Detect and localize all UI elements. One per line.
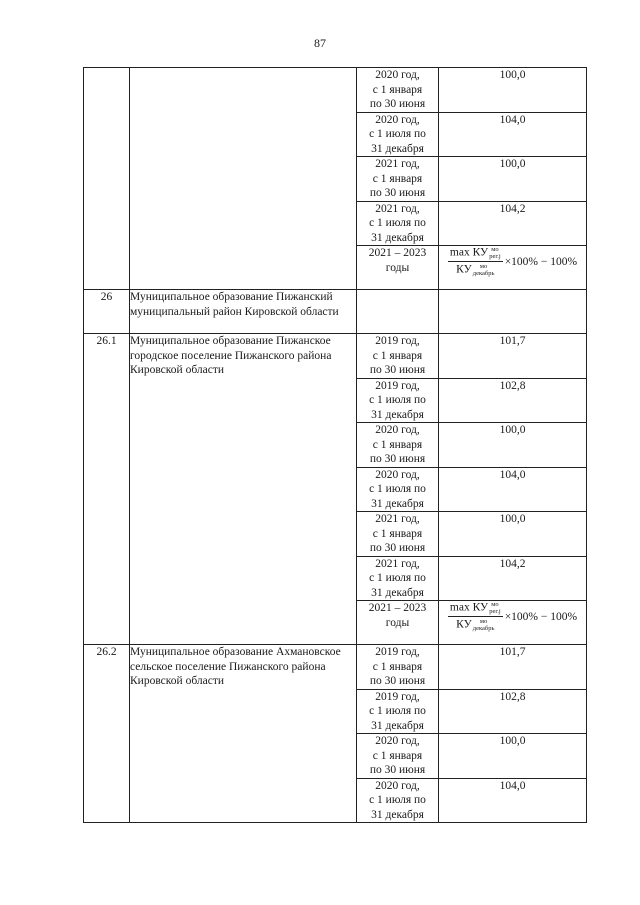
period-line: 2020 год,	[375, 424, 420, 436]
value-cell: 100,0	[439, 734, 587, 779]
value-cell: 101,7	[439, 645, 587, 690]
period-line: с 1 июля по	[369, 572, 426, 584]
denominator-indices	[473, 618, 495, 632]
formula-tail: ×100% − 100%	[504, 255, 578, 268]
value-cell: 102,8	[439, 689, 587, 734]
numerator-sup: мо	[491, 601, 499, 609]
value-cell: 104,2	[439, 201, 587, 246]
formula-numerator	[448, 246, 503, 262]
period-line: с 1 июля по	[369, 394, 426, 406]
period-line: с 1 января	[372, 749, 423, 762]
table-row	[84, 68, 587, 113]
formula-numerator	[448, 601, 503, 617]
period-line: с 1 июля по	[369, 217, 426, 229]
numerator-indices	[489, 601, 501, 615]
numerator-text: max КУ	[449, 602, 489, 614]
tariff-formula	[448, 601, 577, 632]
numerator-sub: рег.j	[489, 608, 501, 616]
period-line: 2020 год,	[375, 779, 420, 792]
period-cell	[357, 423, 439, 468]
value-cell: 102,8	[439, 378, 587, 423]
numerator-sub: рег.j	[489, 253, 501, 261]
period-line: по 30 июня	[369, 453, 426, 465]
row-number-cell: 26.2	[84, 645, 130, 823]
period-cell	[357, 467, 439, 512]
value-cell: 100,0	[439, 512, 587, 557]
period-cell	[357, 290, 439, 334]
tariff-table-body	[84, 68, 587, 823]
period-cell	[357, 378, 439, 423]
period-line: по 30 июня	[369, 187, 426, 199]
period-line: 31 декабря	[371, 142, 424, 155]
numerator-indices	[489, 246, 501, 260]
formula-denominator	[454, 617, 496, 632]
period-line: 31 декабря	[371, 231, 424, 244]
period-line: 2021 год,	[375, 202, 420, 215]
period-line: с 1 января	[372, 660, 423, 673]
period-line: 2021 – 2023	[368, 602, 427, 614]
tariff-formula	[448, 246, 577, 277]
period-cell	[357, 246, 439, 290]
numerator-sup: мо	[491, 246, 499, 254]
period-line: 31 декабря	[371, 408, 424, 421]
denominator-sub: декабрь	[472, 625, 495, 633]
period-line: 2019 год,	[375, 335, 420, 347]
denominator-sub: декабрь	[472, 270, 495, 278]
period-cell	[357, 601, 439, 645]
denominator-indices	[473, 263, 495, 277]
denominator-text: КУ	[456, 264, 472, 276]
period-line: 2021 – 2023	[368, 247, 427, 259]
period-line: 2019 год,	[375, 690, 420, 703]
period-line: 2019 год,	[375, 379, 420, 392]
table-row	[84, 645, 587, 690]
period-line: с 1 июля по	[369, 128, 426, 140]
denominator-text: КУ	[456, 619, 472, 631]
municipality-name-cell	[130, 68, 357, 290]
municipality-name-cell: Муниципальное образование Пижанский муниципальный район Кировской области	[130, 290, 357, 334]
tariff-table	[83, 67, 587, 823]
period-line: 2020 год,	[375, 468, 420, 481]
period-line: 2019 год,	[375, 646, 420, 658]
period-line: 2021 год,	[375, 557, 420, 570]
value-cell: 100,0	[439, 423, 587, 468]
period-cell	[357, 334, 439, 379]
period-line: с 1 января	[372, 83, 423, 96]
period-line: 2020 год,	[375, 113, 420, 126]
period-line: с 1 июля по	[369, 483, 426, 495]
period-line: годы	[385, 616, 410, 629]
value-cell	[439, 290, 587, 334]
period-cell	[357, 734, 439, 779]
period-line: 2020 год,	[375, 735, 420, 747]
period-line: с 1 января	[372, 527, 423, 540]
row-number-cell: 26	[84, 290, 130, 334]
formula-tail: ×100% − 100%	[504, 610, 578, 623]
formula-denominator	[454, 262, 496, 277]
period-cell	[357, 201, 439, 246]
row-number-cell: 26.1	[84, 334, 130, 645]
formula-fraction	[448, 246, 503, 277]
table-row	[84, 334, 587, 379]
formula-cell	[439, 246, 587, 290]
page-number: 87	[314, 36, 326, 50]
period-line: с 1 января	[372, 438, 423, 451]
period-cell	[357, 68, 439, 113]
period-line: 31 декабря	[371, 808, 424, 821]
value-cell: 104,2	[439, 556, 587, 601]
period-line: по 30 июня	[369, 675, 426, 687]
row-number-cell	[84, 68, 130, 290]
period-line: по 30 июня	[369, 364, 426, 376]
period-line: по 30 июня	[369, 98, 426, 110]
period-line: по 30 июня	[369, 764, 426, 776]
value-cell: 104,0	[439, 467, 587, 512]
municipality-name-cell: Муниципальное образование Пижанское городское поселение Пижанского района Кировской области	[130, 334, 357, 645]
period-line: 31 декабря	[371, 719, 424, 732]
period-cell	[357, 157, 439, 202]
municipality-name-cell: Муниципальное образование Ахмановское сельское поселение Пижанского района Кировской области	[130, 645, 357, 823]
period-line: с 1 июля по	[369, 794, 426, 806]
denominator-sup: мо	[479, 618, 488, 626]
period-line: с 1 июля по	[369, 705, 426, 717]
period-cell	[357, 689, 439, 734]
value-cell: 100,0	[439, 157, 587, 202]
period-line: 2021 год,	[375, 158, 420, 170]
period-cell	[357, 645, 439, 690]
period-line: 2020 год,	[375, 69, 420, 81]
formula-cell	[439, 601, 587, 645]
formula-fraction	[448, 601, 503, 632]
period-line: 2021 год,	[375, 513, 420, 525]
value-cell: 104,0	[439, 778, 587, 823]
period-cell	[357, 112, 439, 157]
value-cell: 100,0	[439, 68, 587, 113]
numerator-text: max КУ	[449, 247, 489, 259]
period-cell	[357, 556, 439, 601]
value-cell: 104,0	[439, 112, 587, 157]
period-line: с 1 января	[372, 172, 423, 185]
period-cell	[357, 512, 439, 557]
table-row	[84, 290, 587, 334]
period-line: 31 декабря	[371, 586, 424, 599]
period-cell	[357, 778, 439, 823]
period-line: по 30 июня	[369, 542, 426, 554]
denominator-sup: мо	[479, 263, 488, 271]
value-cell: 101,7	[439, 334, 587, 379]
period-line: годы	[385, 261, 410, 274]
period-line: 31 декабря	[371, 497, 424, 510]
period-line: с 1 января	[372, 349, 423, 362]
